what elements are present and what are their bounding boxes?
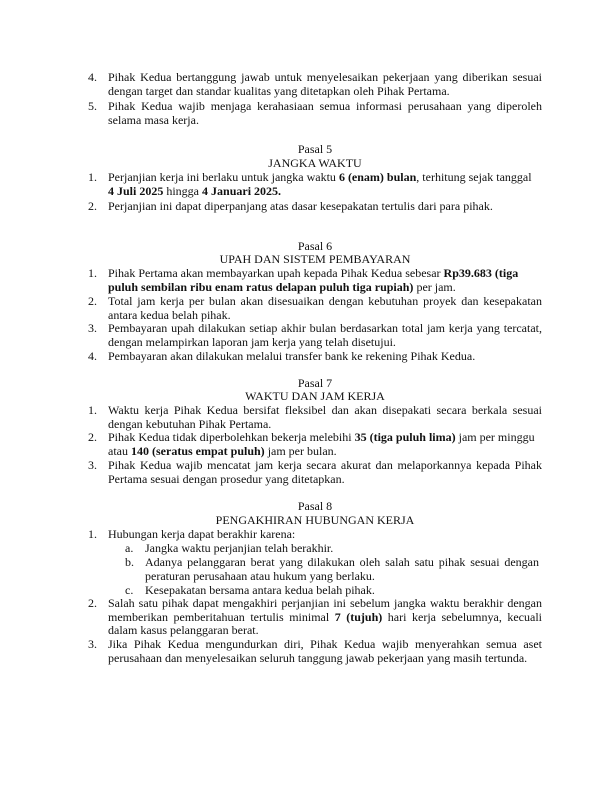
- sub-item-letter: a.: [125, 541, 134, 555]
- item-text-line: Jika Pihak Kedua mengundurkan diri, Pihak Kedua wajib menyerahkan semua aset: [108, 637, 542, 651]
- item-text-line: Pembayaran akan dilakukan melalui transfer bank ke rekening Pihak Kedua.: [108, 349, 476, 363]
- item-number: 2.: [88, 430, 97, 444]
- sub-item-letter: c.: [125, 583, 134, 597]
- item-number: 4.: [88, 70, 97, 84]
- item-text-line: dengan target dan standar kualitas yang ditetapkan oleh Pihak Pertama.: [108, 83, 450, 98]
- item-text-line: perusahaan dan menyelesaikan seluruh tanggung jawab pekerjaan yang masih tertunda.: [108, 650, 528, 665]
- section-heading: Pasal 5: [297, 142, 333, 156]
- item-number: 2.: [88, 199, 97, 213]
- section-heading: Pasal 8: [297, 499, 333, 513]
- item-text-line: atau 140 (seratus empat puluh) jam per bulan.: [108, 443, 337, 458]
- item-text-line: selama masa kerja.: [108, 112, 199, 127]
- item-number: 1.: [88, 170, 97, 184]
- item-text-line: Pembayaran upah dilakukan setiap akhir bulan berdasarkan total jam kerja yang tercatat,: [108, 321, 542, 335]
- section-title: PENGAKHIRAN HUBUNGAN KERJA: [215, 513, 415, 527]
- item-text-line: Total jam kerja per bulan akan disesuaikan dengan kebutuhan proyek dan kesepakatan: [108, 294, 542, 308]
- item-text-line: Pihak Kedua wajib mencatat jam kerja secara akurat dan melaporkannya kepada Pihak: [108, 458, 542, 472]
- item-text-line: Pertama sesuai dengan prosedur yang ditetapkan.: [108, 471, 345, 486]
- section-title: UPAH DAN SISTEM PEMBAYARAN: [219, 252, 411, 266]
- item-text-line: Perjanjian kerja ini berlaku untuk jangka waktu 6 (enam) bulan, terhitung sejak tanggal: [108, 170, 532, 184]
- item-number: 5.: [88, 99, 97, 113]
- item-text-line: Hubungan kerja dapat berakhir karena:: [108, 527, 296, 541]
- item-number: 3.: [88, 458, 97, 472]
- item-text-line: Salah satu pihak dapat mengakhiri perjanjian ini sebelum jangka waktu berakhir dengan: [108, 596, 542, 610]
- item-text-line: Kesepakatan bersama antara kedua belah pihak.: [145, 583, 375, 597]
- item-number: 3.: [88, 637, 97, 651]
- item-text-line: Perjanjian ini dapat diperpanjang atas dasar kesepakatan tertulis dari para pihak.: [108, 199, 493, 213]
- item-text-line: puluh sembilan ribu enam ratus delapan puluh tiga rupiah) per jam.: [108, 279, 456, 294]
- item-text-line: dengan melampirkan laporan jam kerja yang telah disetujui.: [108, 334, 396, 349]
- item-text-line: 4 Juli 2025 hingga 4 Januari 2025.: [108, 183, 282, 198]
- item-number: 1.: [88, 403, 97, 417]
- section-title: JANGKA WAKTU: [268, 156, 362, 170]
- section-heading: Pasal 6: [297, 239, 333, 253]
- section-heading: Pasal 7: [297, 376, 333, 390]
- item-text-line: Pihak Kedua bertanggung jawab untuk menyelesaikan pekerjaan yang diberikan sesuai: [108, 70, 542, 84]
- item-number: 2.: [88, 294, 97, 308]
- item-text-line: Jangka waktu perjanjian telah berakhir.: [145, 541, 334, 555]
- item-number: 4.: [88, 349, 97, 363]
- item-text-line: peraturan perusahaan atau hukum yang berlaku.: [145, 568, 375, 583]
- item-text-line: dengan kebutuhan Pihak Pertama.: [108, 416, 272, 431]
- item-text-line: antara kedua belah pihak.: [108, 307, 231, 322]
- item-number: 1.: [88, 266, 97, 280]
- item-text-line: Adanya pelanggaran berat yang dilakukan oleh salah satu pihak sesuai dengan: [145, 555, 539, 569]
- item-text-line: memberikan pemberitahuan tertulis minimal 7 (tujuh) hari kerja sebelumnya, kecuali: [108, 609, 543, 624]
- item-text-line: Pihak Kedua wajib menjaga kerahasiaan semua informasi perusahaan yang diperoleh: [108, 99, 542, 113]
- item-number: 3.: [88, 321, 97, 335]
- section-title: WAKTU DAN JAM KERJA: [245, 389, 385, 403]
- item-text-line: Pihak Pertama akan membayarkan upah kepada Pihak Kedua sebesar Rp39.683 (tiga: [108, 266, 519, 280]
- sub-item-letter: b.: [125, 555, 134, 569]
- item-number: 2.: [88, 596, 97, 610]
- item-text-line: Waktu kerja Pihak Kedua bersifat fleksibel dan akan disepakati secara berkala sesuai: [108, 403, 542, 417]
- item-text-line: Pihak Kedua tidak diperbolehkan bekerja melebihi 35 (tiga puluh lima) jam per minggu: [108, 430, 535, 444]
- item-number: 1.: [88, 527, 97, 541]
- item-text-line: dalam kasus pelanggaran berat.: [108, 623, 259, 638]
